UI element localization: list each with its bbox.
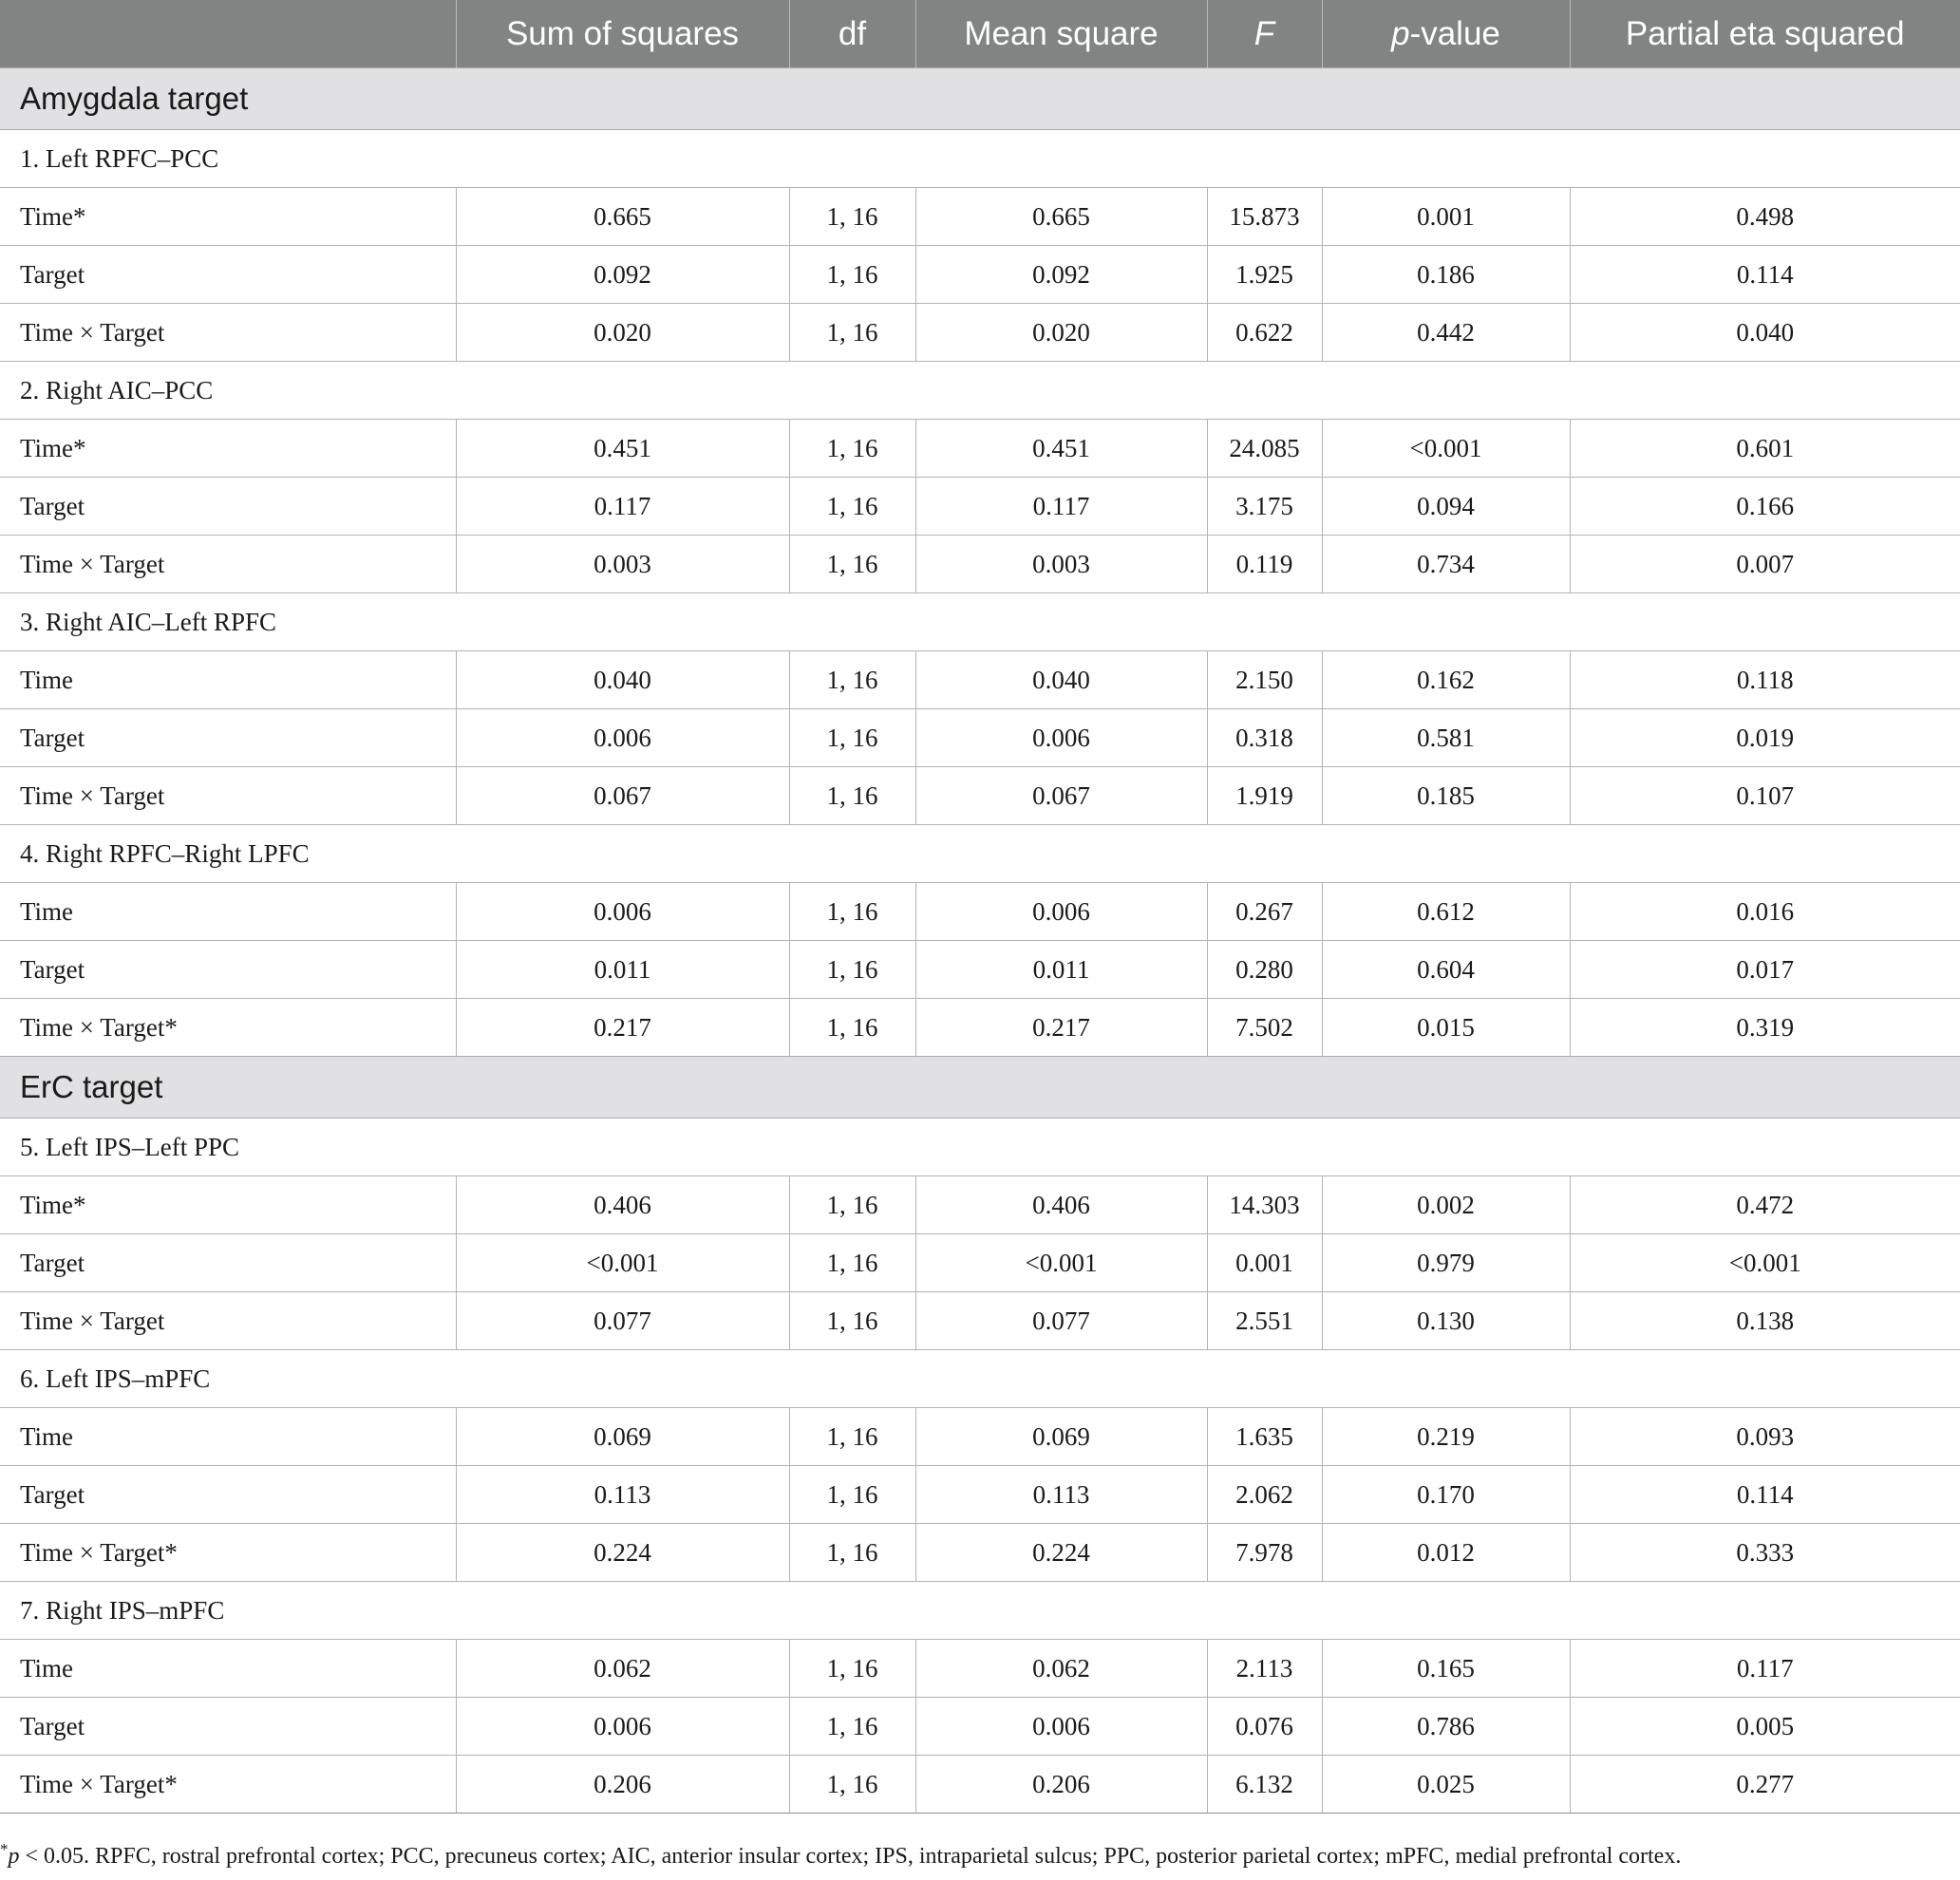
- sum-of-squares-cell: 0.006: [456, 1698, 789, 1756]
- p-value-cell: 0.165: [1322, 1640, 1570, 1698]
- table-footnote: [0, 1840, 1960, 1870]
- effect-cell: Target: [0, 1234, 456, 1292]
- df-cell: 1, 16: [789, 883, 915, 941]
- partial-eta-squared-cell: 0.472: [1570, 1176, 1960, 1234]
- sum-of-squares-cell: 0.092: [456, 246, 789, 304]
- mean-square-cell: 0.113: [915, 1466, 1207, 1524]
- f-cell: 15.873: [1207, 188, 1322, 246]
- mean-square-cell: 0.006: [915, 1698, 1207, 1756]
- p-value-cell: 0.001: [1322, 188, 1570, 246]
- effect-cell: Time × Target: [0, 536, 456, 593]
- p-value-cell: 0.162: [1322, 651, 1570, 709]
- table-row: [0, 536, 1960, 593]
- sum-of-squares-cell: 0.067: [456, 767, 789, 825]
- f-cell: 7.502: [1207, 999, 1322, 1057]
- p-value-cell: 0.185: [1322, 767, 1570, 825]
- effect-cell: Target: [0, 246, 456, 304]
- partial-eta-squared-cell: 0.117: [1570, 1640, 1960, 1698]
- f-cell: 3.175: [1207, 478, 1322, 536]
- group-label: 7. Right IPS–mPFC: [0, 1582, 1960, 1640]
- p-value-cell: 0.219: [1322, 1408, 1570, 1466]
- partial-eta-squared-cell: 0.005: [1570, 1698, 1960, 1756]
- effect-cell: Target: [0, 709, 456, 767]
- df-cell: 1, 16: [789, 1466, 915, 1524]
- footnote-p: p: [8, 1844, 20, 1869]
- f-cell: 7.978: [1207, 1524, 1322, 1582]
- mean-square-cell: 0.040: [915, 651, 1207, 709]
- p-value-cell: 0.734: [1322, 536, 1570, 593]
- f-cell: 1.919: [1207, 767, 1322, 825]
- mean-square-cell: 0.092: [915, 246, 1207, 304]
- p-value-cell: 0.094: [1322, 478, 1570, 536]
- group-label: 5. Left IPS–Left PPC: [0, 1119, 1960, 1176]
- df-cell: 1, 16: [789, 1234, 915, 1292]
- mean-square-cell: 0.206: [915, 1756, 1207, 1814]
- table-row: [0, 1292, 1960, 1350]
- f-cell: 0.280: [1207, 941, 1322, 999]
- group-label: 1. Left RPFC–PCC: [0, 130, 1960, 188]
- df-cell: 1, 16: [789, 188, 915, 246]
- effect-cell: Target: [0, 941, 456, 999]
- p-value-cell: 0.002: [1322, 1176, 1570, 1234]
- mean-square-cell: 0.077: [915, 1292, 1207, 1350]
- effect-cell: Time × Target: [0, 767, 456, 825]
- sum-of-squares-cell: <0.001: [456, 1234, 789, 1292]
- sum-of-squares-cell: 0.006: [456, 883, 789, 941]
- sum-of-squares-cell: 0.006: [456, 709, 789, 767]
- sum-of-squares-cell: 0.224: [456, 1524, 789, 1582]
- table-row: [0, 478, 1960, 536]
- f-cell: 14.303: [1207, 1176, 1322, 1234]
- mean-square-cell: 0.003: [915, 536, 1207, 593]
- df-cell: 1, 16: [789, 1176, 915, 1234]
- group-label: 6. Left IPS–mPFC: [0, 1350, 1960, 1408]
- f-cell: 0.318: [1207, 709, 1322, 767]
- mean-square-cell: 0.451: [915, 420, 1207, 478]
- partial-eta-squared-cell: <0.001: [1570, 1234, 1960, 1292]
- df-cell: 1, 16: [789, 1698, 915, 1756]
- group-label: 2. Right AIC–PCC: [0, 362, 1960, 420]
- partial-eta-squared-cell: 0.118: [1570, 651, 1960, 709]
- group-label-row: [0, 362, 1960, 420]
- df-cell: 1, 16: [789, 1408, 915, 1466]
- f-cell: 0.001: [1207, 1234, 1322, 1292]
- f-cell: 24.085: [1207, 420, 1322, 478]
- f-cell: 0.267: [1207, 883, 1322, 941]
- effect-cell: Time × Target: [0, 304, 456, 362]
- sum-of-squares-cell: 0.003: [456, 536, 789, 593]
- df-cell: 1, 16: [789, 304, 915, 362]
- section-title: Amygdala target: [0, 68, 1960, 130]
- partial-eta-squared-cell: 0.114: [1570, 1466, 1960, 1524]
- group-label-row: [0, 130, 1960, 188]
- p-value-cell: 0.012: [1322, 1524, 1570, 1582]
- p-value-cell: 0.612: [1322, 883, 1570, 941]
- table-row: [0, 188, 1960, 246]
- header-empty: [0, 0, 456, 68]
- table-row: [0, 1408, 1960, 1466]
- sum-of-squares-cell: 0.217: [456, 999, 789, 1057]
- p-value-cell: 0.130: [1322, 1292, 1570, 1350]
- table-row: [0, 1176, 1960, 1234]
- effect-cell: Time*: [0, 1176, 456, 1234]
- df-cell: 1, 16: [789, 709, 915, 767]
- partial-eta-squared-cell: 0.277: [1570, 1756, 1960, 1814]
- effect-cell: Time*: [0, 420, 456, 478]
- f-cell: 2.062: [1207, 1466, 1322, 1524]
- sum-of-squares-cell: 0.665: [456, 188, 789, 246]
- sum-of-squares-cell: 0.040: [456, 651, 789, 709]
- group-label: 4. Right RPFC–Right LPFC: [0, 825, 1960, 883]
- header-df: df: [789, 0, 915, 68]
- partial-eta-squared-cell: 0.093: [1570, 1408, 1960, 1466]
- header-partial-eta-squared: Partial eta squared: [1570, 0, 1960, 68]
- section-header-row: [0, 1057, 1960, 1119]
- partial-eta-squared-cell: 0.498: [1570, 188, 1960, 246]
- mean-square-cell: 0.006: [915, 883, 1207, 941]
- table-row: [0, 883, 1960, 941]
- mean-square-cell: 0.067: [915, 767, 1207, 825]
- sum-of-squares-cell: 0.062: [456, 1640, 789, 1698]
- effect-cell: Time: [0, 1640, 456, 1698]
- section-header-row: [0, 68, 1960, 130]
- df-cell: 1, 16: [789, 246, 915, 304]
- df-cell: 1, 16: [789, 1640, 915, 1698]
- header-f: F: [1207, 0, 1322, 68]
- table-row: [0, 1698, 1960, 1756]
- df-cell: 1, 16: [789, 1756, 915, 1814]
- df-cell: 1, 16: [789, 651, 915, 709]
- table-row: [0, 304, 1960, 362]
- table-row: [0, 420, 1960, 478]
- p-value-cell: 0.015: [1322, 999, 1570, 1057]
- partial-eta-squared-cell: 0.107: [1570, 767, 1960, 825]
- df-cell: 1, 16: [789, 767, 915, 825]
- mean-square-cell: 0.020: [915, 304, 1207, 362]
- table-row: [0, 941, 1960, 999]
- partial-eta-squared-cell: 0.019: [1570, 709, 1960, 767]
- partial-eta-squared-cell: 0.017: [1570, 941, 1960, 999]
- mean-square-cell: 0.006: [915, 709, 1207, 767]
- sum-of-squares-cell: 0.117: [456, 478, 789, 536]
- table-row: [0, 1466, 1960, 1524]
- effect-cell: Time × Target*: [0, 999, 456, 1057]
- sum-of-squares-cell: 0.020: [456, 304, 789, 362]
- header-sum-of-squares: Sum of squares: [456, 0, 789, 68]
- f-cell: 2.113: [1207, 1640, 1322, 1698]
- p-value-cell: 0.604: [1322, 941, 1570, 999]
- group-label: 3. Right AIC–Left RPFC: [0, 593, 1960, 651]
- sum-of-squares-cell: 0.077: [456, 1292, 789, 1350]
- p-value-cell: 0.979: [1322, 1234, 1570, 1292]
- group-label-row: [0, 1582, 1960, 1640]
- f-cell: 2.150: [1207, 651, 1322, 709]
- f-cell: 0.076: [1207, 1698, 1322, 1756]
- table-row: [0, 999, 1960, 1057]
- table-row: [0, 1524, 1960, 1582]
- f-cell: 1.635: [1207, 1408, 1322, 1466]
- df-cell: 1, 16: [789, 536, 915, 593]
- sum-of-squares-cell: 0.011: [456, 941, 789, 999]
- partial-eta-squared-cell: 0.333: [1570, 1524, 1960, 1582]
- p-value-cell: 0.186: [1322, 246, 1570, 304]
- mean-square-cell: 0.224: [915, 1524, 1207, 1582]
- f-cell: 6.132: [1207, 1756, 1322, 1814]
- effect-cell: Time × Target*: [0, 1524, 456, 1582]
- partial-eta-squared-cell: 0.319: [1570, 999, 1960, 1057]
- sum-of-squares-cell: 0.206: [456, 1756, 789, 1814]
- sum-of-squares-cell: 0.406: [456, 1176, 789, 1234]
- df-cell: 1, 16: [789, 420, 915, 478]
- table-row: [0, 651, 1960, 709]
- header-p-value: p-value: [1322, 0, 1570, 68]
- footnote-text: < 0.05. RPFC, rostral prefrontal cortex; PCC, precuneus cortex; AIC, anterior insular cortex; IPS, intraparietal sulcus; PPC, posterior parietal cortex; mPFC, medial prefrontal cortex.: [19, 1844, 1682, 1869]
- effect-cell: Time × Target*: [0, 1756, 456, 1814]
- table-row: [0, 709, 1960, 767]
- effect-cell: Time*: [0, 188, 456, 246]
- effect-cell: Time: [0, 1408, 456, 1466]
- table-row: [0, 246, 1960, 304]
- header-row: [0, 0, 1960, 68]
- mean-square-cell: 0.217: [915, 999, 1207, 1057]
- mean-square-cell: <0.001: [915, 1234, 1207, 1292]
- partial-eta-squared-cell: 0.166: [1570, 478, 1960, 536]
- sum-of-squares-cell: 0.451: [456, 420, 789, 478]
- table-row: [0, 1234, 1960, 1292]
- footnote-symbol: *: [0, 1840, 9, 1858]
- partial-eta-squared-cell: 0.016: [1570, 883, 1960, 941]
- f-cell: 0.622: [1207, 304, 1322, 362]
- f-cell: 2.551: [1207, 1292, 1322, 1350]
- header-mean-square: Mean square: [915, 0, 1207, 68]
- sum-of-squares-cell: 0.069: [456, 1408, 789, 1466]
- mean-square-cell: 0.011: [915, 941, 1207, 999]
- table-row: [0, 1756, 1960, 1814]
- p-value-cell: 0.025: [1322, 1756, 1570, 1814]
- effect-cell: Target: [0, 1698, 456, 1756]
- mean-square-cell: 0.117: [915, 478, 1207, 536]
- p-value-cell: 0.442: [1322, 304, 1570, 362]
- df-cell: 1, 16: [789, 999, 915, 1057]
- table-row: [0, 1640, 1960, 1698]
- table-row: [0, 767, 1960, 825]
- effect-cell: Time × Target: [0, 1292, 456, 1350]
- f-cell: 0.119: [1207, 536, 1322, 593]
- effect-cell: Time: [0, 651, 456, 709]
- p-value-cell: 0.581: [1322, 709, 1570, 767]
- partial-eta-squared-cell: 0.007: [1570, 536, 1960, 593]
- p-value-cell: 0.786: [1322, 1698, 1570, 1756]
- df-cell: 1, 16: [789, 1292, 915, 1350]
- df-cell: 1, 16: [789, 1524, 915, 1582]
- df-cell: 1, 16: [789, 941, 915, 999]
- mean-square-cell: 0.665: [915, 188, 1207, 246]
- mean-square-cell: 0.406: [915, 1176, 1207, 1234]
- group-label-row: [0, 825, 1960, 883]
- group-label-row: [0, 1350, 1960, 1408]
- group-label-row: [0, 593, 1960, 651]
- p-value-cell: <0.001: [1322, 420, 1570, 478]
- f-cell: 1.925: [1207, 246, 1322, 304]
- sum-of-squares-cell: 0.113: [456, 1466, 789, 1524]
- p-value-cell: 0.170: [1322, 1466, 1570, 1524]
- partial-eta-squared-cell: 0.040: [1570, 304, 1960, 362]
- effect-cell: Target: [0, 1466, 456, 1524]
- group-label-row: [0, 1119, 1960, 1176]
- partial-eta-squared-cell: 0.601: [1570, 420, 1960, 478]
- partial-eta-squared-cell: 0.138: [1570, 1292, 1960, 1350]
- section-title: ErC target: [0, 1057, 1960, 1119]
- effect-cell: Time: [0, 883, 456, 941]
- mean-square-cell: 0.062: [915, 1640, 1207, 1698]
- effect-cell: Target: [0, 478, 456, 536]
- df-cell: 1, 16: [789, 478, 915, 536]
- mean-square-cell: 0.069: [915, 1408, 1207, 1466]
- partial-eta-squared-cell: 0.114: [1570, 246, 1960, 304]
